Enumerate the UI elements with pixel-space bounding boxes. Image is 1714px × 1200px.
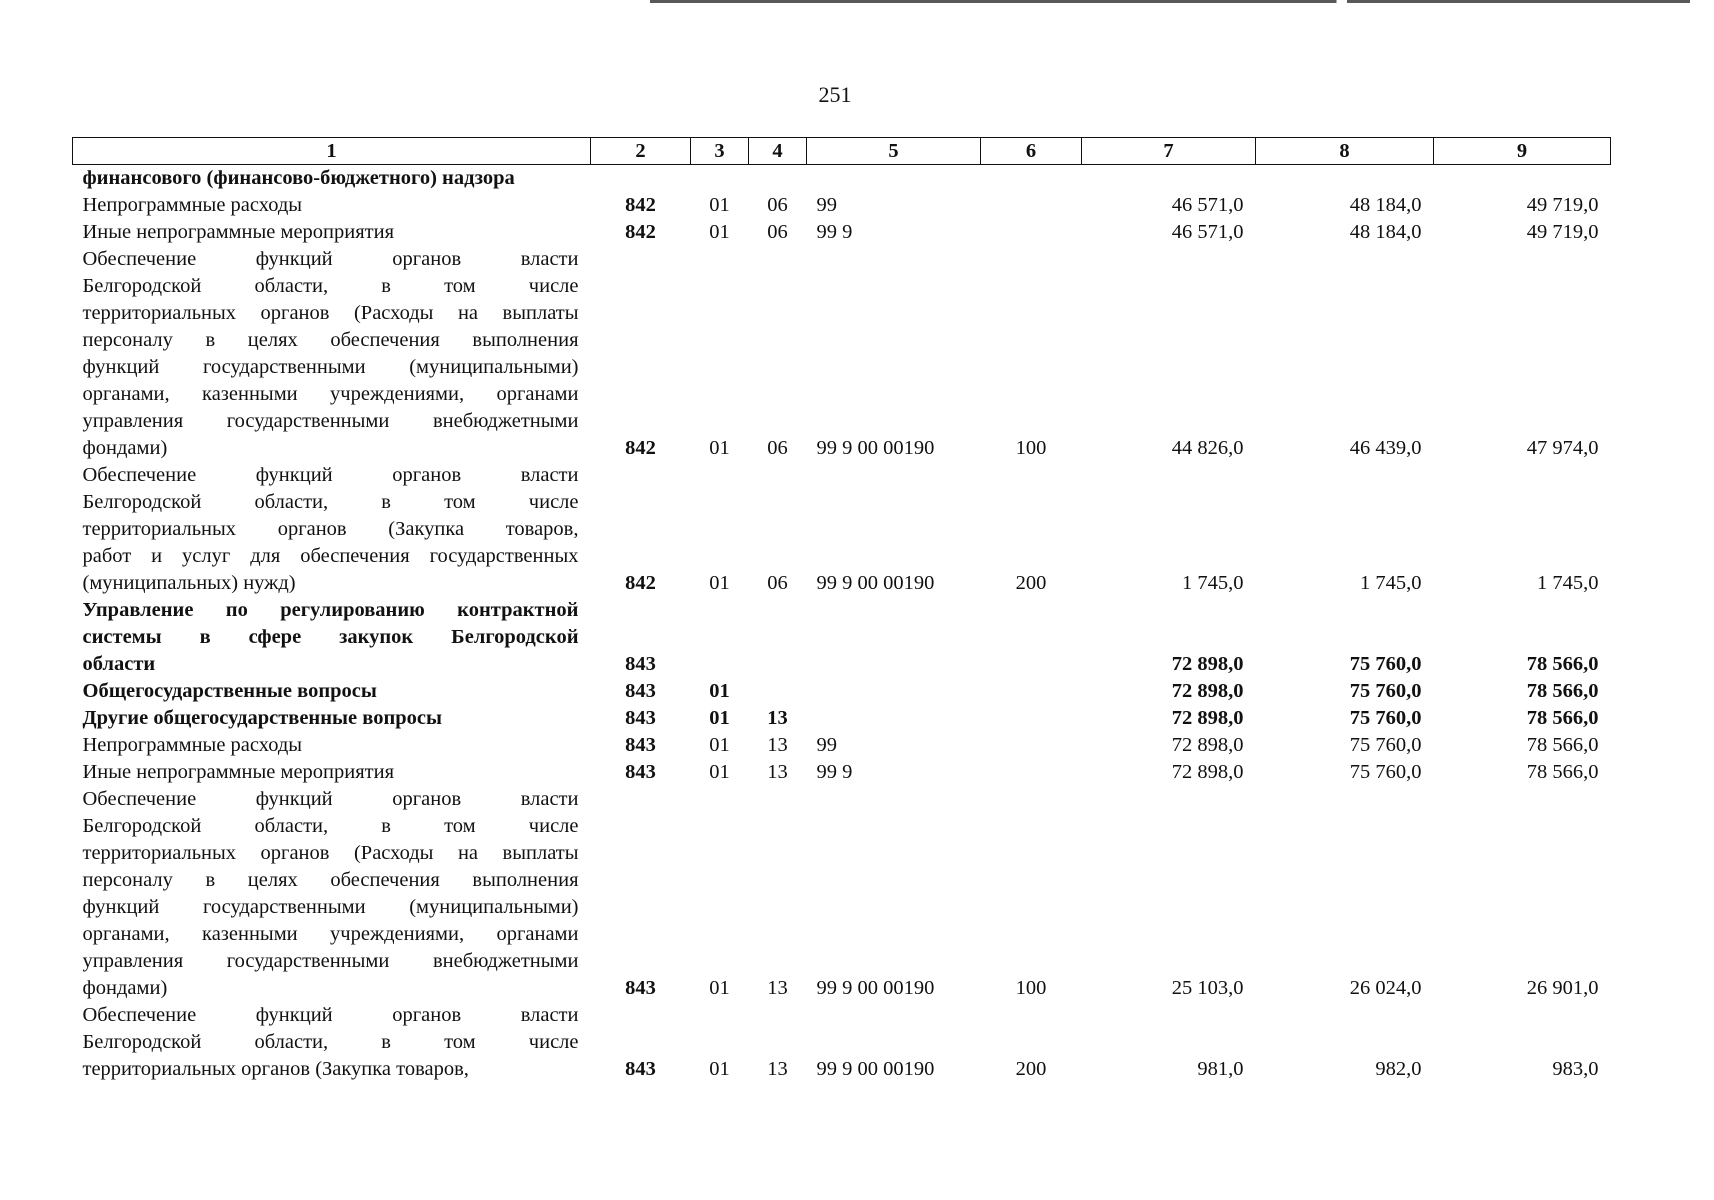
- row-name-line: функций государственными (муниципальными): [82, 356, 579, 378]
- target-article: [807, 165, 981, 193]
- row-name-line: Непрограммные расходы: [82, 194, 303, 216]
- header-cell: 2: [591, 138, 691, 165]
- row-name: [73, 759, 591, 786]
- row-name-line: органами, казенными учреждениями, органами: [82, 383, 579, 405]
- row-name-line: Иные непрограммные мероприятия: [82, 761, 395, 783]
- target-article: [807, 705, 981, 732]
- row-name-line: Управление по регулированию контрактной: [82, 599, 579, 621]
- header-cell: 9: [1434, 138, 1611, 165]
- row-name-line: органами, казенными учреждениями, органами: [82, 923, 579, 945]
- expense-type: [981, 759, 1082, 786]
- amount-year-3: 78 566,0: [1526, 680, 1599, 702]
- header-cell: 1: [73, 138, 591, 165]
- amount-year-2: 75 760,0: [1349, 653, 1422, 675]
- row-name-line: территориальных органов (Закупка товаров,: [82, 518, 579, 540]
- row-name-line: управления государственными внебюджетными: [82, 950, 579, 972]
- target-article: 99 9 00 00190: [816, 572, 935, 594]
- table-row: [73, 597, 1611, 678]
- row-name: [73, 1002, 591, 1083]
- target-article: 99 9 00 00190: [816, 437, 935, 459]
- row-name-line: Общегосударственные вопросы: [82, 680, 377, 702]
- amount-year-3: 49 719,0: [1526, 194, 1599, 216]
- subsection-code: 13: [767, 761, 788, 783]
- row-name-line: персоналу в целях обеспечения выполнения: [82, 869, 579, 891]
- expense-type: 200: [1015, 1058, 1047, 1080]
- row-name-line: фондами): [82, 437, 168, 459]
- section-code: 01: [709, 194, 730, 216]
- row-name: [73, 246, 591, 462]
- row-name-line: работ и услуг для обеспечения государственных: [82, 545, 579, 567]
- subsection-code: 13: [767, 734, 788, 756]
- amount-year-2: 75 760,0: [1349, 734, 1422, 756]
- grbs-code: 842: [625, 221, 656, 243]
- amount-year-1: 72 898,0: [1171, 680, 1244, 702]
- grbs-code: 843: [625, 1058, 656, 1080]
- table-row: [73, 759, 1611, 786]
- expense-type: 100: [1015, 977, 1047, 999]
- row-name: [73, 219, 591, 246]
- row-name-line: Непрограммные расходы: [82, 734, 303, 756]
- header-cell: 7: [1082, 138, 1256, 165]
- target-article: 99 9 00 00190: [816, 1058, 935, 1080]
- expense-type: [981, 165, 1082, 193]
- table-row: [73, 732, 1611, 759]
- subsection-code: [749, 678, 807, 705]
- table-body: [73, 138, 1611, 1084]
- amount-year-3: 78 566,0: [1526, 761, 1599, 783]
- row-name-line: территориальных органов (Закупка товаров,: [82, 1058, 469, 1080]
- section-code: 01: [709, 707, 730, 729]
- grbs-code: 843: [625, 761, 656, 783]
- expense-type: [981, 597, 1082, 678]
- row-name-line: территориальных органов (Расходы на выплаты: [82, 842, 579, 864]
- section-code: 01: [709, 437, 730, 459]
- amount-year-3: 78 566,0: [1526, 653, 1599, 675]
- row-name-line: Обеспечение функций органов власти: [82, 248, 579, 270]
- row-name-line: Другие общегосударственные вопросы: [82, 707, 443, 729]
- amount-year-2: 46 439,0: [1349, 437, 1422, 459]
- expense-type: [981, 732, 1082, 759]
- row-name-line: финансового (финансово-бюджетного) надзора: [82, 167, 515, 189]
- amount-year-2: 982,0: [1375, 1058, 1422, 1080]
- row-name-line: области: [82, 653, 156, 675]
- expense-type: 200: [1015, 572, 1047, 594]
- row-name-line: территориальных органов (Расходы на выплаты: [82, 302, 579, 324]
- expense-type: 100: [1015, 437, 1047, 459]
- amount-year-2: 1 745,0: [1360, 572, 1422, 594]
- amount-year-1: 72 898,0: [1171, 653, 1244, 675]
- amount-year-1: 1 745,0: [1182, 572, 1244, 594]
- section-code: 01: [709, 977, 730, 999]
- target-article: 99: [816, 734, 837, 756]
- table-row: [73, 246, 1611, 462]
- target-article: 99 9 00 00190: [816, 977, 935, 999]
- row-name-line: функций государственными (муниципальными): [82, 896, 579, 918]
- subsection-code: 06: [767, 437, 788, 459]
- header-cell: 4: [749, 138, 807, 165]
- target-article: 99: [816, 194, 837, 216]
- row-name-line: Белгородской области, в том числе: [82, 491, 579, 513]
- amount-year-1: [1082, 165, 1256, 193]
- amount-year-1: 981,0: [1197, 1058, 1244, 1080]
- header-row: [73, 138, 1611, 165]
- row-name-line: Белгородской области, в том числе: [82, 275, 579, 297]
- section-code: [691, 597, 749, 678]
- header-cell: 5: [807, 138, 981, 165]
- row-name-line: Белгородской области, в том числе: [82, 815, 579, 837]
- amount-year-3: [1434, 165, 1611, 193]
- target-article: [807, 678, 981, 705]
- row-name: [73, 732, 591, 759]
- row-name-line: управления государственными внебюджетными: [82, 410, 579, 432]
- table-row: [73, 705, 1611, 732]
- table-row: [73, 1002, 1611, 1083]
- expense-type: [981, 219, 1082, 246]
- amount-year-1: 72 898,0: [1171, 761, 1244, 783]
- header-cell: 8: [1256, 138, 1434, 165]
- subsection-code: 06: [767, 194, 788, 216]
- row-name: [73, 678, 591, 705]
- expense-type: [981, 192, 1082, 219]
- amount-year-1: 46 571,0: [1171, 221, 1244, 243]
- row-name: [73, 192, 591, 219]
- amount-year-3: 1 745,0: [1537, 572, 1599, 594]
- amount-year-3: 78 566,0: [1526, 734, 1599, 756]
- subsection-code: 06: [767, 221, 788, 243]
- target-article: [807, 597, 981, 678]
- target-article: 99 9: [816, 221, 853, 243]
- row-name-line: Белгородской области, в том числе: [82, 1031, 579, 1053]
- amount-year-3: 983,0: [1552, 1058, 1599, 1080]
- subsection-code: [749, 165, 807, 193]
- row-name-line: персоналу в целях обеспечения выполнения: [82, 329, 579, 351]
- amount-year-1: 72 898,0: [1171, 734, 1244, 756]
- row-name-line: системы в сфере закупок Белгородской: [82, 626, 579, 648]
- table-row: [73, 165, 1611, 193]
- scan-top-rule: [650, 0, 1690, 3]
- section-code: 01: [709, 734, 730, 756]
- amount-year-1: 46 571,0: [1171, 194, 1244, 216]
- amount-year-3: 78 566,0: [1526, 707, 1599, 729]
- amount-year-2: 48 184,0: [1349, 194, 1422, 216]
- table-row: [73, 192, 1611, 219]
- amount-year-3: 49 719,0: [1526, 221, 1599, 243]
- section-code: 01: [709, 572, 730, 594]
- section-code: 01: [709, 680, 730, 702]
- section-code: 01: [709, 761, 730, 783]
- amount-year-3: 26 901,0: [1526, 977, 1599, 999]
- subsection-code: 13: [767, 977, 788, 999]
- row-name-line: Обеспечение функций органов власти: [82, 464, 579, 486]
- page-number: 251: [818, 82, 852, 107]
- row-name-line: Иные непрограммные мероприятия: [82, 221, 395, 243]
- target-article: 99 9: [816, 761, 853, 783]
- row-name: [73, 165, 591, 193]
- grbs-code: 842: [625, 437, 656, 459]
- grbs-code: 843: [625, 707, 656, 729]
- subsection-code: 13: [767, 1058, 788, 1080]
- grbs-code: 843: [625, 977, 656, 999]
- row-name-line: (муниципальных) нужд): [82, 572, 296, 594]
- row-name: [73, 462, 591, 597]
- grbs-code: 842: [625, 194, 656, 216]
- section-code: [691, 165, 749, 193]
- grbs-code: [591, 165, 691, 193]
- grbs-code: 843: [625, 680, 656, 702]
- amount-year-1: 44 826,0: [1171, 437, 1244, 459]
- table-row: [73, 786, 1611, 1002]
- amount-year-2: 75 760,0: [1349, 761, 1422, 783]
- budget-table: [72, 137, 1611, 1083]
- row-name: [73, 597, 591, 678]
- amount-year-2: 26 024,0: [1349, 977, 1422, 999]
- amount-year-3: 47 974,0: [1526, 437, 1599, 459]
- grbs-code: 843: [625, 734, 656, 756]
- section-code: 01: [709, 221, 730, 243]
- row-name: [73, 705, 591, 732]
- row-name-line: Обеспечение функций органов власти: [82, 1004, 579, 1026]
- expense-type: [981, 705, 1082, 732]
- subsection-code: 06: [767, 572, 788, 594]
- amount-year-2: 75 760,0: [1349, 707, 1422, 729]
- row-name-line: Обеспечение функций органов власти: [82, 788, 579, 810]
- amount-year-2: 75 760,0: [1349, 680, 1422, 702]
- table-row: [73, 678, 1611, 705]
- subsection-code: [749, 597, 807, 678]
- table-row: [73, 219, 1611, 246]
- grbs-code: 842: [625, 572, 656, 594]
- subsection-code: 13: [767, 707, 788, 729]
- grbs-code: 843: [625, 653, 656, 675]
- amount-year-2: [1256, 165, 1434, 193]
- header-cell: 6: [981, 138, 1082, 165]
- section-code: 01: [709, 1058, 730, 1080]
- expense-type: [981, 678, 1082, 705]
- row-name: [73, 786, 591, 1002]
- row-name-line: фондами): [82, 977, 168, 999]
- header-cell: 3: [691, 138, 749, 165]
- amount-year-1: 25 103,0: [1171, 977, 1244, 999]
- amount-year-2: 48 184,0: [1349, 221, 1422, 243]
- amount-year-1: 72 898,0: [1171, 707, 1244, 729]
- table-row: [73, 462, 1611, 597]
